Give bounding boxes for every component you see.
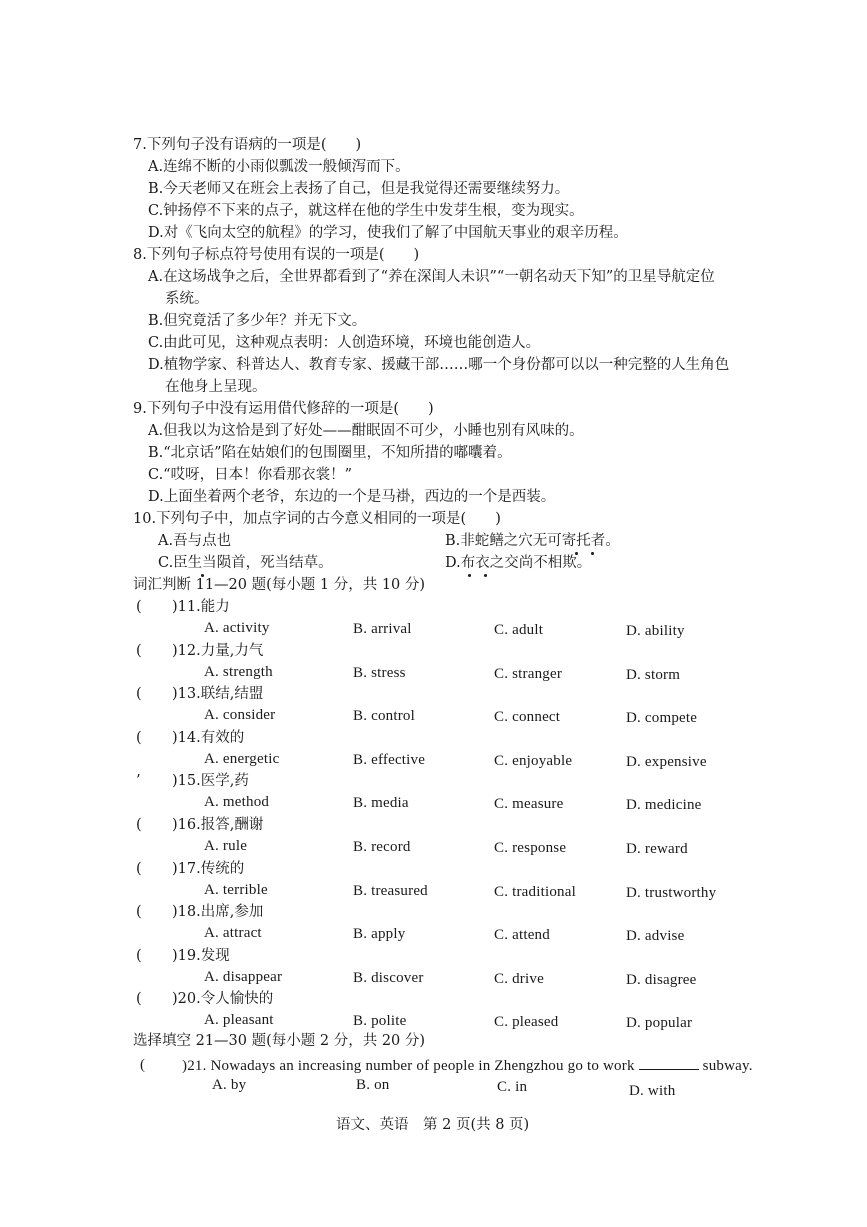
vocab-option-d: D. popular — [626, 1015, 693, 1031]
question-8-option-c: C.由此可见，这种观点表明：人创造环境，环境也能创造人。 — [148, 335, 541, 351]
vocab-option-a: A. disappear — [204, 969, 283, 985]
question-7-option-d: D.对《飞向太空的航程》的学习，使我们了解了中国航天事业的艰辛历程。 — [148, 225, 628, 241]
question-8-option-a-line2: 系统。 — [165, 291, 209, 307]
answer-blank[interactable] — [639, 1055, 699, 1070]
vocab-option-d: D. medicine — [626, 797, 702, 813]
vocab-option-c: C. stranger — [494, 666, 563, 682]
vocab-answer-paren[interactable]: ( — [136, 904, 171, 920]
page-footer: 语文、英语 第 2 页(共 8 页) — [336, 1117, 530, 1133]
vocab-option-c: C. measure — [494, 796, 564, 812]
question-8-option-a-line1: A.在这场战争之后，全世界都看到了“养在深闺人未识”“一朝名动天下知”的卫星导航定位 — [148, 269, 715, 285]
vocab-option-a: A. attract — [204, 925, 262, 941]
vocab-option-a: A. consider — [204, 707, 276, 723]
vocab-question-stem: )11.能力 — [172, 599, 230, 615]
vocab-question-stem: )19.发现 — [172, 948, 230, 964]
vocab-option-a: A. pleasant — [204, 1012, 274, 1028]
emphasis-dot — [575, 552, 578, 555]
vocab-option-c: C. connect — [494, 709, 561, 725]
vocab-option-b: B. treasured — [353, 883, 428, 899]
vocab-question-stem: )17.传统的 — [172, 861, 245, 877]
vocab-option-c: C. drive — [494, 971, 544, 987]
vocab-option-a: A. activity — [204, 620, 270, 636]
question-8-option-d-line2: 在他身上呈现。 — [165, 379, 267, 395]
vocab-option-d: D. storm — [626, 667, 681, 683]
question-10-option-b: B.非蛇鳝之穴无可寄托者。 — [445, 533, 620, 549]
vocab-question-stem: )15.医学,药 — [172, 773, 249, 789]
vocab-answer-paren[interactable]: ( — [136, 686, 171, 702]
question-9-stem: 9.下列句子中没有运用借代修辞的一项是( ) — [133, 401, 434, 417]
question-21-tail: subway. — [702, 1058, 753, 1074]
vocab-option-b: B. media — [353, 795, 409, 811]
question-7-option-a: A.连绵不断的小雨似瓢泼一般倾泻而下。 — [148, 159, 410, 175]
question-21-paren: ( — [140, 1057, 176, 1073]
vocab-option-c: C. response — [494, 840, 567, 856]
vocab-option-a: A. rule — [204, 838, 248, 854]
vocab-answer-paren[interactable]: ( — [136, 643, 171, 659]
question-21-stem-text: )21. Nowadays an increasing number of people in Zhengzhou go to work — [182, 1058, 635, 1074]
vocab-option-c: C. pleased — [494, 1014, 559, 1030]
vocab-option-a: A. strength — [204, 664, 273, 680]
vocab-option-d: D. reward — [626, 841, 688, 857]
vocab-option-d: D. ability — [626, 623, 685, 639]
vocab-option-b: B. apply — [353, 926, 406, 942]
vocab-option-b: B. polite — [353, 1013, 407, 1029]
question-8-stem: 8.下列句子标点符号使用有误的一项是( ) — [133, 247, 420, 263]
vocab-option-d: D. disagree — [626, 972, 697, 988]
vocab-option-d: D. advise — [626, 928, 685, 944]
vocab-option-a: A. energetic — [204, 751, 280, 767]
vocab-option-b: B. effective — [353, 752, 426, 768]
vocab-answer-paren[interactable]: ( — [136, 991, 171, 1007]
vocab-question-stem: )16.报答,酬谢 — [172, 817, 264, 833]
vocab-option-b: B. record — [353, 839, 411, 855]
vocab-answer-paren[interactable]: ( — [136, 730, 171, 746]
question-10-stem: 10.下列句子中，加点字词的古今意义相同的一项是( ) — [133, 511, 501, 527]
question-10-option-c: C.臣生当陨首，死当结草。 — [158, 555, 333, 571]
vocab-option-d: D. expensive — [626, 754, 707, 770]
vocab-option-c: C. enjoyable — [494, 753, 573, 769]
question-21-option-a: A. by — [212, 1077, 247, 1093]
vocab-answer-paren[interactable]: ( — [136, 861, 171, 877]
vocab-option-a: A. method — [204, 794, 270, 810]
question-7-option-b: B.今天老师又在班会上表扬了自己，但是我觉得还需要继续努力。 — [148, 181, 570, 197]
vocab-question-stem: )13.联结,结盟 — [172, 686, 264, 702]
vocab-answer-paren[interactable]: ( — [136, 599, 171, 615]
vocab-option-d: D. compete — [626, 710, 698, 726]
section-heading-choice: 选择填空 21—30 题(每小题 2 分，共 20 分) — [133, 1033, 426, 1049]
question-21-stem — [182, 1055, 753, 1076]
vocab-option-c: C. attend — [494, 927, 550, 943]
vocab-answer-paren[interactable]: ’ — [136, 773, 141, 789]
vocab-option-c: C. adult — [494, 622, 544, 638]
question-8-option-d-line1: D.植物学家、科普达人、教育专家、援藏干部……哪一个身份都可以以一种完整的人生角色 — [148, 357, 730, 373]
question-8-option-b: B.但究竟活了多少年？并无下文。 — [148, 313, 367, 329]
question-21-option-b: B. on — [356, 1077, 390, 1093]
question-7-option-c: C.钟扬停不下来的点子，就这样在他的学生中发芽生根，变为现实。 — [148, 203, 584, 219]
vocab-question-stem: )12.力量,力气 — [172, 643, 264, 659]
vocab-question-stem: )20.令人愉快的 — [172, 991, 274, 1007]
emphasis-dot — [468, 574, 471, 577]
vocab-answer-paren[interactable]: ( — [136, 948, 171, 964]
question-10-option-d: D.布衣之交尚不相欺。 — [445, 555, 592, 571]
vocab-option-d: D. trustworthy — [626, 885, 717, 901]
question-10-option-a: A.吾与点也 — [158, 533, 232, 549]
vocab-answer-paren[interactable]: ( — [136, 817, 171, 833]
emphasis-dot — [484, 574, 487, 577]
question-9-option-b: B.“北京话”陷在姑娘们的包围圈里，不知所措的嘟囔着。 — [148, 445, 512, 461]
section-heading-vocab: 词汇判断 11—20 题(每小题 1 分，共 10 分) — [133, 577, 426, 593]
vocab-option-b: B. discover — [353, 970, 424, 986]
vocab-option-c: C. traditional — [494, 884, 576, 900]
question-7-stem: 7.下列句子没有语病的一项是( ) — [133, 137, 362, 153]
question-21-option-c: C. in — [497, 1079, 528, 1095]
emphasis-dot — [591, 552, 594, 555]
vocab-option-b: B. control — [353, 708, 415, 724]
question-9-option-d: D.上面坐着两个老爷，东边的一个是马褂，西边的一个是西装。 — [148, 489, 556, 505]
question-9-option-c: C.“哎呀，日本！你看那衣裳！” — [148, 467, 353, 483]
question-21-option-d: D. with — [629, 1083, 676, 1099]
vocab-question-stem: )18.出席,参加 — [172, 904, 264, 920]
vocab-option-b: B. arrival — [353, 621, 412, 637]
vocab-question-stem: )14.有效的 — [172, 730, 245, 746]
vocab-option-b: B. stress — [353, 665, 406, 681]
vocab-option-a: A. terrible — [204, 882, 268, 898]
question-9-option-a: A.但我以为这恰是到了好处——酣眠固不可少，小睡也别有风味的。 — [148, 423, 584, 439]
